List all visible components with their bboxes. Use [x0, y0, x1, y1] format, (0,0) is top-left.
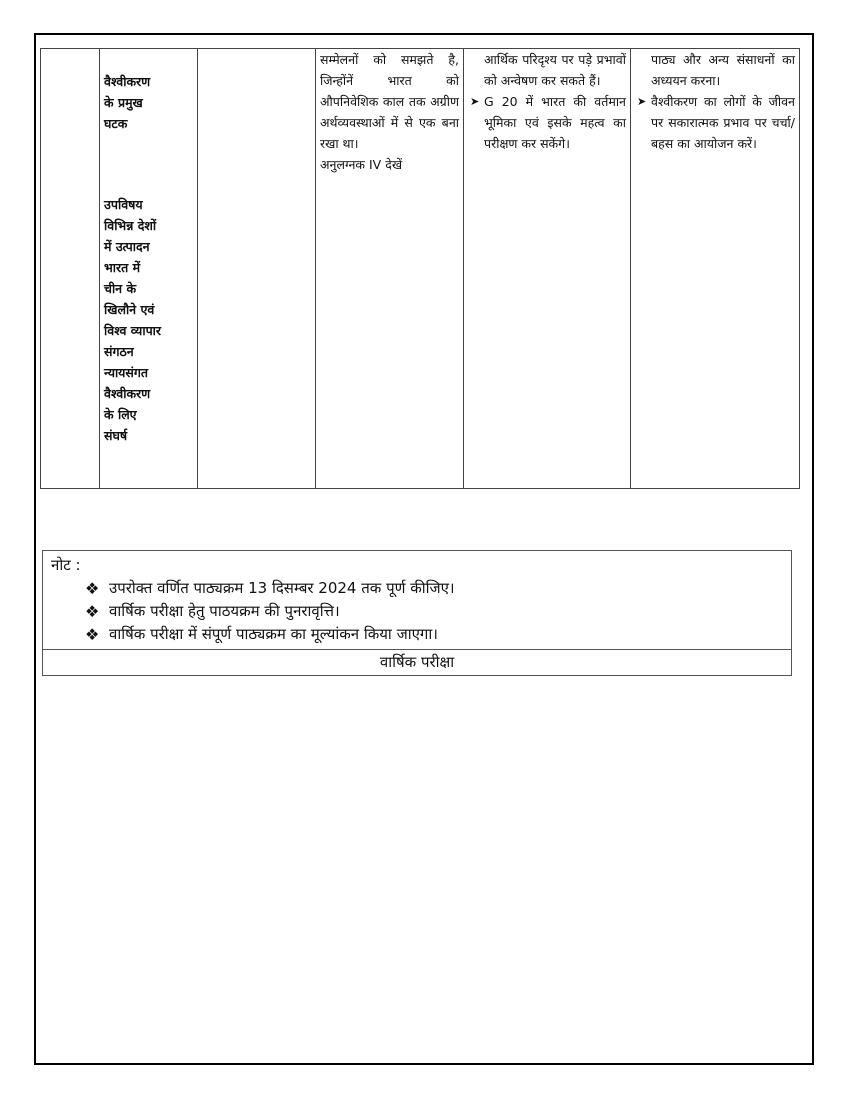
note-item: ❖ उपरोक्त वर्णित पाठ्यक्रम 13 दिसम्बर 2024 तक पूर्ण कीजिए।: [85, 577, 783, 600]
subtopic-line: संघर्ष: [104, 428, 128, 443]
list-item: पाठ्य और अन्य संसाधनों का अध्ययन करना।: [651, 52, 795, 88]
objectives-text: सम्मेलनों को समझते है, जिन्होंनें भारत को औपनिवेशिक काल तक अग्रीण अर्थव्यवस्थाओं में से एक बना रखा था।: [320, 52, 459, 151]
subtopic-line: संगठन: [104, 344, 134, 359]
subtopic-line: चीन के: [104, 281, 137, 296]
note-item: ❖ वार्षिक परीक्षा में संपूर्ण पाठ्यक्रम का मूल्यांकन किया जाएगा।: [85, 623, 783, 646]
cell-serial: [41, 49, 100, 489]
subtopic-line: न्यायसंगत: [104, 365, 149, 380]
note-box: [42, 550, 792, 650]
subtopic-line: के लिए: [104, 407, 137, 422]
topic-main-1: वैश्वीकरण: [104, 74, 151, 89]
annual-exam-row: वार्षिक परीक्षा: [42, 650, 792, 676]
cell-activities: [631, 49, 800, 489]
list-item: ➤ वैश्वीकरण का लोगों के जीवन पर सकारात्मक प्रभाव पर चर्चा/बहस का आयोजन करें।: [651, 91, 795, 154]
subtopic-line: वैश्वीकरण: [104, 386, 151, 401]
cell-topic: [100, 49, 198, 489]
subtopic-line: विश्व व्यापार: [104, 323, 162, 338]
topic-main-3: घटक: [104, 116, 128, 131]
note-list: [51, 577, 783, 646]
note-item: ❖ वार्षिक परीक्षा हेतु पाठयक्रम की पुनरावृत्ति।: [85, 600, 783, 623]
topic-main-2: के प्रमुख: [104, 95, 143, 110]
annex-reference: अनुलग्नक IV देखें: [320, 157, 403, 172]
subtopic-line: में उत्पादन: [104, 239, 150, 254]
list-item: ➤ G 20 में भारत की वर्तमान भूमिका एवं इसके महत्व का परीक्षण कर सकेंगे।: [484, 91, 626, 154]
table-row: [41, 49, 800, 489]
subtopic-line: विभिन्न देशों: [104, 218, 157, 233]
curriculum-table: [40, 48, 800, 489]
subtopic-line: भारत में: [104, 260, 141, 275]
cell-col3: [198, 49, 316, 489]
cell-objectives: [316, 49, 464, 489]
subtopic-line: खिलौने एवं: [104, 302, 155, 317]
list-item: आर्थिक परिदृश्य पर पड़े प्रभावों को अन्वेषण कर सकते हैं।: [484, 52, 626, 88]
note-label: नोट :: [51, 556, 81, 574]
subtopic-label: उपविषय: [104, 197, 143, 212]
cell-outcomes: [464, 49, 631, 489]
